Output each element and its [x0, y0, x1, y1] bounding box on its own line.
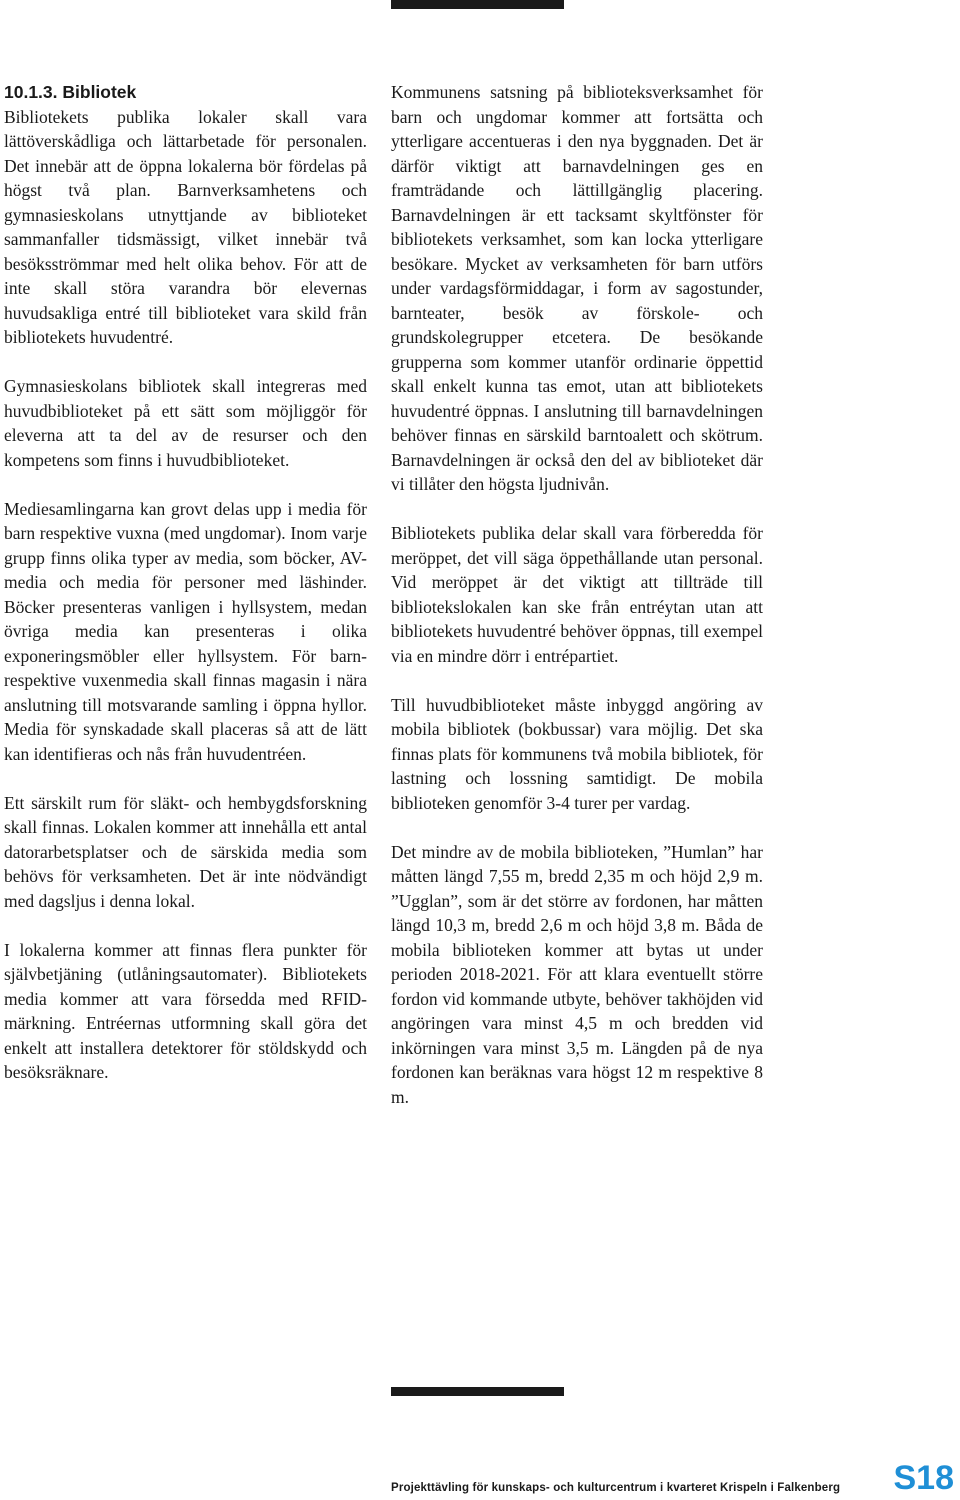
right-text-column	[391, 80, 763, 1109]
top-divider-bar	[391, 0, 564, 9]
section-heading: 10.1.3. Bibliotek	[4, 82, 137, 102]
body-paragraph: Mediesamlingarna kan grovt delas upp i media för barn respektive vuxna (med ungdomar). Inom varje grupp finns olika typer av media, som böcker, AV-media och media för personer med läshinder. Böcker presenteras vanligen i hyllsystem, medan övriga media kan presenteras i olika exponeringsmöbler eller hyllsystem. För barn- respektive vuxenmedia skall finnas magasin i nära anslutning till motsvarande samling i öppna hyllor. Media för synskadade skall placeras så att de lätt kan identifieras och nås från huvudentréen.	[4, 498, 367, 764]
body-paragraph: Till huvudbiblioteket måste inbyggd angöring av mobila bibliotek (bokbussar) vara möjlig. Det ska finnas plats för kommunens två mobila bibliotek, för lastning och lossning samtidigt. De mobila biblioteken genomför 3-4 turer per vardag.	[391, 694, 763, 813]
body-paragraph: Gymnasieskolans bibliotek skall integreras med huvudbiblioteket på ett sätt som möjliggör för eleverna att ta del av de resurser och den kompetens som finns i huvudbiblioteket.	[4, 376, 367, 470]
left-text-column	[4, 80, 367, 1085]
page-footer	[391, 1448, 954, 1498]
body-paragraph: Bibliotekets publika delar skall vara förberedda för meröppet, det vill säga öppethållande utan personal. Vid meröppet är det viktigt att tillträde till bibliotekslokalen kan ske från entréytan utan att bibliotekets huvudentré behöver öppnas, till exempel via en mindre dörr i entrépartiet.	[391, 523, 763, 666]
body-paragraph: Bibliotekets publika lokaler skall vara lättöverskådliga och lättarbetade för personalen. Det innebär att de öppna lokalerna bör fördelas på högst två plan. Barnverksamhetens och gymnasieskolans utnyttjande av biblioteket sammanfaller tidsmässigt, vilket innebär två besöksströmmar med helt olika behov. För att de inte skall störa varandra bör elevernas huvudsakliga entré till biblioteket vara skild från bibliotekets huvudentré.	[4, 106, 367, 347]
body-paragraph: Kommunens satsning på biblioteksverksamhet för barn och ungdomar kommer att fortsätta och ytterligare accentueras i den nya byggnaden. Det är därför viktigt att barnavdelningen ges en framträdande och lättillgänglig placering. Barnavdelningen är ett tacksamt skyltfönster för bibliotekets verksamhet, som kan locka ytterligare besökare. Mycket av verksamheten för barn utförs under vardagsförmiddagar, i form av sagostunder, barnteater, besök av förskole- och grundskolegrupper etcetera. De besökande grupperna som kommer utanför ordinarie öppettid skall enkelt kunna tas emot, utan att bibliotekets huvudentré öppnas. I anslutning till barnavdelningen behöver finnas en särskild barntoalett och skötrum. Barnavdelningen är också den del av biblioteket där vi tillåter den högsta ljudnivån.	[391, 82, 763, 494]
body-paragraph: I lokalerna kommer att finnas flera punkter för självbetjäning (utlåningsautomater). Bibliotekets media kommer att vara försedda med RFID-märkning. Entréernas utformning skall göra det enkelt att installera detektorer för stöldskydd och besöksräknare.	[4, 939, 367, 1082]
bottom-divider-bar	[391, 1387, 564, 1396]
page-number: S18	[893, 1459, 954, 1497]
body-paragraph: Det mindre av de mobila biblioteken, ”Humlan” har måtten längd 7,55 m, bredd 2,35 m och höjd 2,9 m. ”Ugglan”, som är det större av fordonen, har måtten längd 10,3 m, bredd 2,6 m och höjd 3,8 m. Båda de mobila biblioteken kommer att bytas ut under perioden 2018-2021. För att klara eventuellt större fordon vid kommande utbyte, behöver takhöjden vid angöringen vara minst 4,5 m och bredden vid inkörningen vara minst 3,5 m. Längden på de nya fordonen kan beräknas vara högst 12 m respektive 8 m.	[391, 841, 763, 1107]
body-paragraph: Ett särskilt rum för släkt- och hembygdsforskning skall finnas. Lokalen kommer att innehålla ett antal datorarbetsplatser och de särskida media som behövs för verksamheten. Det är inte nödvändigt med dagsljus i denna lokal.	[4, 792, 367, 911]
footer-project-title: Projekttävling för kunskaps- och kulturcentrum i kvarteret Krispeln i Falkenberg	[391, 1482, 841, 1494]
